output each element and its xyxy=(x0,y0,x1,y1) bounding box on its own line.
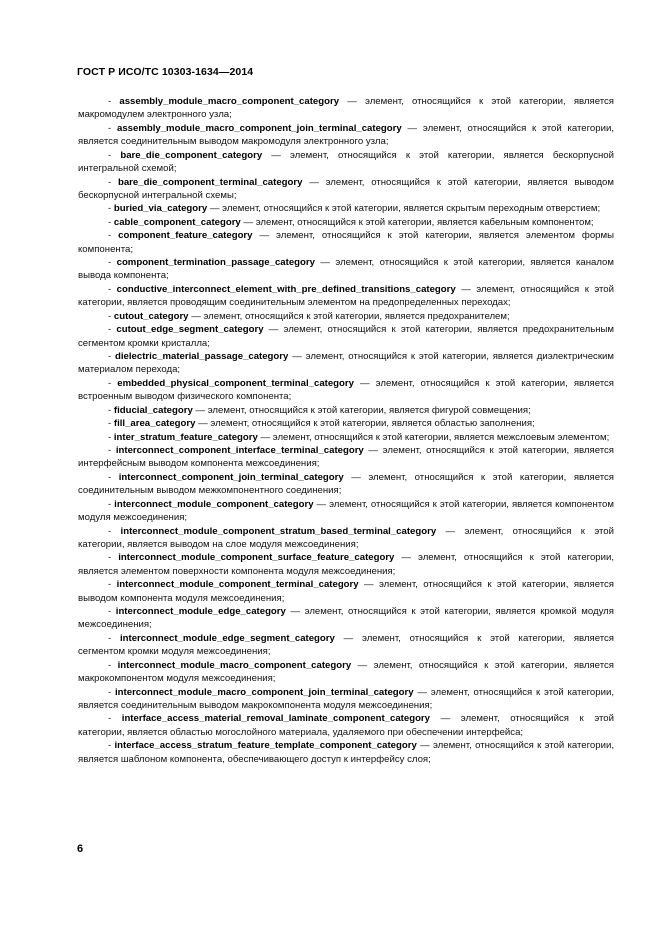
definition: — элемент, относящийся к этой категории, является предохранителем; xyxy=(191,310,510,322)
list-item: - cutout_edge_segment_category — элемент, относящийся к этой категории, является предохранительным сегментом кромки кристалла; xyxy=(78,324,614,349)
definition: — элемент, относящийся к этой категории, является макрокомпонентом модуля межсоединения; xyxy=(78,659,614,685)
term: fiducial_category xyxy=(113,404,193,416)
term: buried_via_category xyxy=(113,203,208,215)
term: conductive_interconnect_element_with_pre_defined_transitions_category xyxy=(116,283,456,295)
term: embedded_physical_component_terminal_category xyxy=(117,377,354,389)
list-item: - embedded_physical_component_terminal_category — элемент, относящийся к этой категории, является встроенным выводом физического компонента; xyxy=(78,377,614,403)
list-item: - fill_area_category — элемент, относящийся к этой категории, является областью заполнения; xyxy=(108,418,535,430)
term: component_feature_category xyxy=(118,230,253,242)
term: interconnect_component_join_terminal_category xyxy=(118,471,344,483)
term: interconnect_module_component_stratum_based_terminal_category xyxy=(120,525,437,537)
list-item: - interconnect_module_macro_component_join_terminal_category — элемент, относящийся к этой категории, является соединительным выводом макрокомпонента модуля межсоединения; xyxy=(78,686,614,711)
term: interface_access_stratum_feature_template_component_category xyxy=(114,740,417,752)
term: assembly_module_macro_component_join_terminal_category xyxy=(116,122,402,134)
definition: — элемент, относящийся к этой категории, является скрытым переходным отверстием; xyxy=(209,203,601,215)
definition: — элемент, относящийся к этой категории, является областью могослойного материала, удаляемого при обеспечении интерфейса; xyxy=(78,713,614,738)
definition: — элемент, относящийся к этой категории, является предохранительным сегментом кромки кристалла; xyxy=(78,324,614,349)
list-item: - interconnect_module_component_category — элемент, относящийся к этой категории, является компонентом модуля межсоединения; xyxy=(78,498,614,524)
definition: — элемент, относящийся к этой категории, является межслоевым элементом; xyxy=(260,431,610,443)
term: interface_access_material_removal_laminate_component_category xyxy=(121,713,431,725)
definition: — элемент, относящийся к этой категории, является проводящим соединительным элементом на предопределенных переходах; xyxy=(78,283,614,309)
list-item: - cable_component_category — элемент, относящийся к этой категории, является кабельным компонентом; xyxy=(108,216,594,228)
term: interconnect_module_component_surface_feature_category xyxy=(118,552,395,564)
term: fill_area_category xyxy=(113,418,196,430)
definition: — элемент, относящийся к этой категории, является кромкой модуля межсоединения; xyxy=(78,606,614,631)
definition: — элемент, относящийся к этой категории, является диэлектрическим материалом перехода; xyxy=(78,351,614,376)
definition: — элемент, относящийся к этой категории, является шаблоном компонента, обеспечивающего доступ к интерфейсу слоя; xyxy=(78,740,614,765)
list-item: - interconnect_module_component_surface_feature_category — элемент, относящийся к этой категории, является элементом поверхности компонента модуля межсоединения; xyxy=(78,552,614,577)
term: cutout_edge_segment_category xyxy=(116,324,264,336)
list-item: - buried_via_category — элемент, относящийся к этой категории, является скрытым переходным отверстием; xyxy=(108,203,601,215)
list-item: - interface_access_stratum_feature_template_component_category — элемент, относящийся к этой категории, является шаблоном компонента, обеспечивающего доступ к интерфейсу слоя; xyxy=(78,740,614,765)
term: interconnect_module_macro_component_join_terminal_category xyxy=(115,686,414,698)
list-item: - fiducial_category — элемент, относящийся к этой категории, является фигурой совмещения; xyxy=(108,404,531,416)
definition: — элемент, относящийся к этой категории, является компонентом модуля межсоединения; xyxy=(78,498,614,524)
definition: — элемент, относящийся к этой категории, является бескорпусной интегральной схемой; xyxy=(78,149,614,175)
page-number: 6 xyxy=(77,843,84,855)
term: dielectric_material_passage_category xyxy=(115,351,289,363)
term: interconnect_component_interface_terminal_category xyxy=(115,444,364,456)
list-item: - interconnect_module_macro_component_category — элемент, относящийся к этой категории, является макрокомпонентом модуля межсоединения; xyxy=(78,659,614,685)
list-item: - component_termination_passage_category — элемент, относящийся к этой категории, является каналом вывода компонента; xyxy=(78,257,614,282)
list-item: - assembly_module_macro_component_join_terminal_category — элемент, относящийся к этой категории, является соединительным выводом макромодуля электронного узла; xyxy=(78,122,614,148)
definition-list xyxy=(78,95,614,766)
list-item: - cutout_category — элемент, относящийся к этой категории, является предохранителем; xyxy=(108,310,510,322)
list-item: - dielectric_material_passage_category — элемент, относящийся к этой категории, является диэлектрическим материалом перехода; xyxy=(78,351,614,376)
term: component_termination_passage_category xyxy=(116,257,315,269)
list-item: - interconnect_module_component_terminal_category — элемент, относящийся к этой категории, является выводом компонента модуля межсоединения; xyxy=(78,579,614,604)
list-item: - interface_access_material_removal_laminate_component_category — элемент, относящийся к этой категории, является областью могослойного материала, удаляемого при обеспечении интерфейса; xyxy=(78,713,614,738)
definition: — элемент, относящийся к этой категории, является выводом компонента модуля межсоединения; xyxy=(78,579,614,604)
list-item: - conductive_interconnect_element_with_pre_defined_transitions_category — элемент, относящийся к этой категории, является проводящим соединительным элементом на предопределенных переходах; xyxy=(78,283,614,309)
term: interconnect_module_edge_category xyxy=(115,606,286,618)
definition: — элемент, относящийся к этой категории, является элементом формы компонента; xyxy=(78,230,614,255)
term: interconnect_module_edge_segment_category xyxy=(119,632,335,644)
list-item: - interconnect_module_edge_segment_category — элемент, относящийся к этой категории, является сегментом кромки модуля межсоединения; xyxy=(78,632,614,658)
definition: — элемент, относящийся к этой категории, является соединительным выводом макромодуля электронного узла; xyxy=(78,122,614,148)
list-item: - interconnect_component_join_terminal_category — элемент, относящийся к этой категории, является соединительным выводом межкомпонентного соединения; xyxy=(78,471,614,497)
definition: — элемент, относящийся к этой категории, является фигурой совмещения; xyxy=(195,404,531,416)
term: inter_stratum_feature_category xyxy=(113,431,258,443)
definition: — элемент, относящийся к этой категории, является макромодулем электронного узла; xyxy=(78,96,614,121)
list-item: - bare_die_component_category — элемент, относящийся к этой категории, является бескорпусной интегральной схемой; xyxy=(78,149,614,175)
term: cable_component_category xyxy=(113,216,241,228)
definition: — элемент, относящийся к этой категории, является выводом на слое модуля межсоединения; xyxy=(78,525,614,550)
document-header: ГОСТ Р ИСО/ТС 10303-1634—2014 xyxy=(77,66,254,78)
definition: — элемент, относящийся к этой категории, является интерфейсным выводом компонента межсоединения; xyxy=(78,444,614,470)
definition: — элемент, относящийся к этой категории, является встроенным выводом физического компонента; xyxy=(78,377,614,403)
term: interconnect_module_component_terminal_category xyxy=(116,579,359,591)
definition: — элемент, относящийся к этой категории, является выводом бескорпусной интегральной схемы; xyxy=(78,176,614,201)
term: interconnect_module_macro_component_category xyxy=(117,659,352,671)
definition: — элемент, относящийся к этой категории, является кабельным компонентом; xyxy=(243,216,594,228)
term: cutout_category xyxy=(113,310,189,322)
term: bare_die_component_terminal_category xyxy=(117,176,303,188)
definition: — элемент, относящийся к этой категории, является областью заполнения; xyxy=(198,418,535,430)
term: bare_die_component_category xyxy=(120,149,263,161)
list-item: - component_feature_category — элемент, относящийся к этой категории, является элементом формы компонента; xyxy=(78,230,614,255)
list-item: - bare_die_component_terminal_category — элемент, относящийся к этой категории, является выводом бескорпусной интегральной схемы; xyxy=(78,176,614,201)
definition: — элемент, относящийся к этой категории, является каналом вывода компонента; xyxy=(78,257,614,282)
definition: — элемент, относящийся к этой категории, является соединительным выводом макрокомпонента модуля межсоединения; xyxy=(78,686,614,711)
list-item: - interconnect_component_interface_terminal_category — элемент, относящийся к этой категории, является интерфейсным выводом компонента межсоединения; xyxy=(78,444,614,470)
term: interconnect_module_component_category xyxy=(114,498,314,510)
list-item: - assembly_module_macro_component_category — элемент, относящийся к этой категории, является макромодулем электронного узла; xyxy=(78,96,614,121)
definition: — элемент, относящийся к этой категории, является элементом поверхности компонента модуля межсоединения; xyxy=(78,552,614,577)
definition: — элемент, относящийся к этой категории, является соединительным выводом межкомпонентного соединения; xyxy=(78,471,614,497)
definition: — элемент, относящийся к этой категории, является сегментом кромки модуля межсоединения; xyxy=(78,632,614,658)
list-item: - inter_stratum_feature_category — элемент, относящийся к этой категории, является межслоевым элементом; xyxy=(108,431,610,443)
list-item: - interconnect_module_edge_category — элемент, относящийся к этой категории, является кромкой модуля межсоединения; xyxy=(78,606,614,631)
term: assembly_module_macro_component_category xyxy=(119,96,340,107)
list-item: - interconnect_module_component_stratum_based_terminal_category — элемент, относящийся к этой категории, является выводом на слое модуля межсоединения; xyxy=(78,525,614,550)
